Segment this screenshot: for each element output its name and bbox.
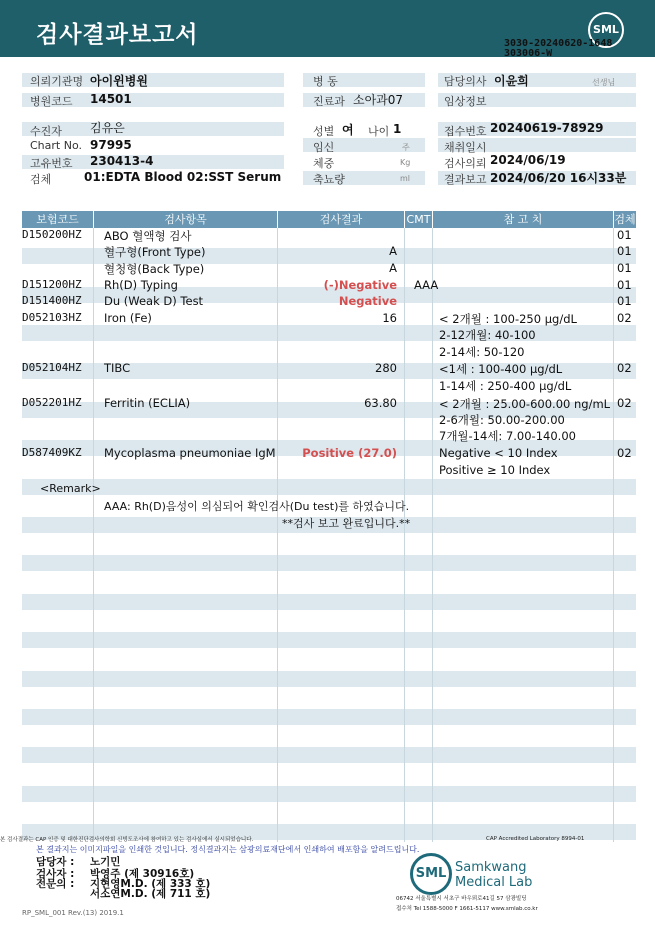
reference-cell: <1세 : 100-400 μg/dL [439, 362, 563, 376]
specialist-1: 지현영M.D. (제 333 호) [90, 878, 211, 890]
notice-text: 본 결과지는 이미지파일을 인쇄한 것입니다. 정식결과지는 삼광의료재단에서 인쇄하여 배포함을 알려드립니다. [36, 845, 420, 854]
col-item-header: 검사항목 [94, 211, 277, 228]
logo-line-1: Samkwang [455, 860, 527, 875]
fine-print-right: CAP Accredited Laboratory 8994-01 [486, 836, 585, 842]
doctor-suffix: 선생님 [592, 78, 616, 87]
age-value: 1 [393, 122, 402, 136]
specimen-cell: 01 [617, 261, 632, 275]
clinical-label: 임상정보 [444, 95, 487, 108]
col-result-header: 검사결과 [278, 211, 404, 228]
urine-label: 축뇨량 [313, 173, 345, 186]
sml-logo-icon: SML [588, 12, 624, 48]
result-cell: Positive (27.0) [302, 446, 397, 460]
code-cell: D587409KZ [22, 446, 82, 459]
cmt-cell: AAA [414, 278, 439, 292]
item-cell: TIBC [104, 361, 131, 375]
specimen-cell: 01 [617, 278, 632, 292]
spec-value: 01:EDTA Blood 02:SST Serum [84, 170, 282, 184]
age-label: 나이 [368, 125, 390, 138]
reference-cell: 7개월-14세: 7.00-140.00 [439, 429, 576, 443]
rep-label: 결과보고 [444, 173, 487, 186]
reference-cell: < 2개월 : 100-250 μg/dL [439, 312, 577, 326]
exam-value: 박영주 (제 30916호) [90, 868, 195, 880]
hcode-label: 병원코드 [30, 95, 73, 108]
result-cell: 16 [382, 311, 397, 325]
item-cell: Du (Weak D) Test [104, 294, 204, 308]
result-cell: 63.80 [364, 396, 397, 410]
row-stripe [22, 786, 636, 802]
uid-value: 230413-4 [90, 154, 154, 168]
resp-label: 담당자 : [36, 856, 75, 868]
item-cell: ABO 혈액형 검사 [104, 229, 192, 243]
req-value: 2024/06/19 [490, 153, 566, 167]
specimen-cell: 02 [617, 361, 632, 375]
item-cell: 혈구형(Front Type) [104, 245, 206, 259]
hospital-label: 의뢰기관명 [30, 75, 84, 88]
report-id: 3030-20240620-1648 [504, 38, 613, 49]
coll-label: 채취일시 [444, 141, 487, 154]
specialist-label: 전문의 : [36, 878, 75, 890]
dept-label: 진료과 [313, 95, 345, 108]
result-cell: A [389, 261, 397, 275]
column-divider [93, 228, 94, 842]
item-cell: 혈청형(Back Type) [104, 262, 205, 276]
specimen-cell: 02 [617, 311, 632, 325]
col-code-header: 보험코드 [22, 211, 93, 228]
uid-label: 고유번호 [30, 157, 73, 170]
weight-unit: Kg [400, 158, 411, 167]
code-cell: D052104HZ [22, 361, 82, 374]
result-cell: 280 [375, 361, 397, 375]
result-cell: (-)Negative [323, 278, 397, 292]
req-label: 검사의뢰 [444, 157, 487, 170]
col-cmt-header: CMT [406, 213, 431, 226]
complete-text: **검사 보고 완료입니다.** [282, 517, 411, 530]
ward-label: 병 동 [313, 75, 338, 88]
sex-value: 여 [342, 123, 354, 137]
preg-label: 임신 [313, 141, 335, 154]
doctor-label: 담당의사 [444, 75, 487, 88]
weight-label: 체중 [313, 157, 335, 170]
name-label: 수진자 [30, 125, 62, 138]
column-divider [613, 228, 614, 842]
recv-label: 접수번호 [444, 125, 487, 138]
code-cell: D151200HZ [22, 278, 82, 291]
reference-cell: 1-14세 : 250-400 μg/dL [439, 379, 572, 393]
address-line-1: 06742 서울특별시 서초구 바우뫼로41길 57 삼광빌딩 [396, 896, 527, 902]
result-cell: A [389, 244, 397, 258]
specimen-cell: 01 [617, 228, 632, 242]
sml-footer-logo-icon: SML [410, 853, 452, 895]
name-value: 김유은 [90, 121, 125, 135]
code-cell: D151400HZ [22, 294, 82, 307]
remark-label: <Remark> [40, 482, 101, 495]
resp-value: 노기민 [90, 856, 121, 868]
hospital-value: 아이윈병원 [90, 74, 148, 88]
reference-cell: < 2개월 : 25.00-600.00 ng/mL [439, 397, 611, 411]
address-line-2: 접수처 Tel 1588-5000 F 1661-5117 www.smlab.co.kr [396, 906, 538, 912]
row-stripe [22, 747, 636, 763]
urine-unit: ml [400, 174, 411, 183]
result-cell: Negative [338, 294, 397, 308]
report-sub-id: 303006-W [504, 48, 553, 59]
logo-line-2: Medical Lab [455, 875, 533, 890]
reference-cell: Positive ≥ 10 Index [439, 463, 551, 477]
item-cell: Rh(D) Typing [104, 278, 178, 292]
row-stripe [22, 594, 636, 610]
specialist-2: 서소연M.D. (제 711 호) [90, 888, 211, 900]
reference-cell: 2-12개월: 40-100 [439, 328, 536, 342]
chart-label: Chart No. [30, 139, 82, 152]
column-divider [432, 228, 433, 842]
item-cell: Ferritin (ECLIA) [104, 396, 191, 410]
specimen-cell: 01 [617, 294, 632, 308]
recv-value: 20240619-78929 [490, 121, 604, 135]
page-title: 검사결과보고서 [36, 22, 199, 48]
code-cell: D150200HZ [22, 228, 82, 241]
reference-cell: Negative < 10 Index [439, 446, 558, 460]
reference-cell: 2-6개월: 50.00-200.00 [439, 413, 565, 427]
fine-print-left: 본 검사결과는 CAP 인증 및 대한진단검사의학회 신빙도조사에 참여하고 있는 검사실에서 실시되었습니다. [0, 837, 254, 843]
sex-label: 성별 [313, 125, 335, 138]
code-cell: D052201HZ [22, 396, 82, 409]
item-cell: Mycoplasma pneumoniae IgM [104, 446, 276, 460]
remark-text: AAA: Rh(D)음성이 의심되어 확인검사(Du test)를 하였습니다. [104, 500, 410, 513]
hcode-value: 14501 [90, 92, 132, 106]
item-cell: Iron (Fe) [104, 311, 152, 325]
col-ref-header: 참 고 치 [433, 211, 613, 228]
col-spec-header: 검체 [614, 213, 636, 226]
row-stripe [22, 479, 636, 495]
exam-label: 검사자 : [36, 868, 75, 880]
rep-value: 2024/06/20 16시33분 [490, 171, 627, 185]
specimen-cell: 01 [617, 244, 632, 258]
spec-label: 검체 [30, 173, 52, 186]
dept-value: 소아과07 [353, 93, 404, 107]
code-cell: D052103HZ [22, 311, 82, 324]
row-stripe [22, 325, 636, 341]
reference-cell: 2-14세: 50-120 [439, 345, 525, 359]
form-number: RP_SML_001 Rev.(13) 2019.1 [22, 909, 124, 917]
preg-unit: 주 [402, 143, 410, 152]
row-stripe [22, 632, 636, 648]
doctor-value: 이윤희 [494, 74, 529, 88]
specimen-cell: 02 [617, 446, 632, 460]
row-stripe [22, 709, 636, 725]
chart-value: 97995 [90, 138, 132, 152]
specimen-cell: 02 [617, 396, 632, 410]
row-stripe [22, 555, 636, 571]
row-stripe [22, 671, 636, 687]
column-divider [277, 228, 278, 842]
column-divider [404, 228, 405, 842]
